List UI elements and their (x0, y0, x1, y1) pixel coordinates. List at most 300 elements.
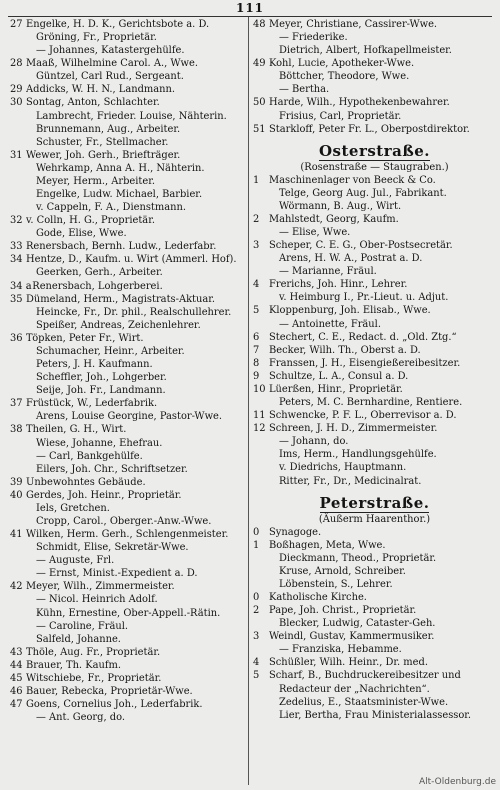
header-rule (8, 16, 492, 17)
house-number (253, 643, 269, 656)
entry-text: Addicks, W. H. N., Landmann. (26, 84, 176, 96)
entry-text: — Ernst, Minist.-Expedient a. D. (36, 568, 198, 580)
house-number: 4 (253, 279, 260, 291)
entry-text: — Johannes, Katastergehülfe. (36, 45, 185, 57)
directory-entry (253, 617, 496, 630)
directory-entry (253, 344, 496, 357)
peterstrasse-entries (253, 526, 496, 722)
entry-text: Schumacher, Heinr., Arbeiter. (36, 345, 185, 357)
entry-text: Peters, M. C. Bernhardine, Rentiere. (279, 397, 463, 409)
entry-text: Lambrecht, Frieder. Louise, Nähterin. (36, 110, 227, 122)
entry-text: Witschiebe, Fr., Proprietär. (26, 672, 162, 684)
entry-text: v. Diedrichs, Hauptmann. (279, 462, 407, 474)
page-number: 111 (235, 1, 265, 15)
house-number (253, 200, 269, 213)
house-number (10, 410, 26, 423)
entry-text: — Nicol. Heinrich Adolf. (36, 594, 158, 606)
entry-text: Telge, Georg Aug. Jul., Fabrikant. (279, 187, 447, 199)
entry-text: — Marianne, Fräul. (279, 266, 377, 278)
directory-entry (253, 709, 496, 722)
street-subtitle-peterstrasse: (Äußerm Haarenthor.) (318, 513, 431, 525)
directory-entry (253, 304, 496, 317)
house-number: 2 (253, 605, 260, 617)
house-number: 47 (10, 699, 23, 711)
directory-entry (253, 422, 496, 435)
entry-text: Meyer, Herm., Arbeiter. (36, 175, 156, 187)
entry-text: Gerdes, Joh. Heinr., Proprietär. (26, 489, 182, 501)
entry-text: — Johann, do. (279, 436, 349, 448)
street-title-text: Peterstraße. (319, 493, 430, 512)
entry-text: — Auguste, Frl. (36, 555, 115, 567)
house-number: 2 (253, 213, 260, 225)
street-title-peterstrasse (253, 494, 496, 513)
directory-entry (10, 266, 246, 279)
directory-entry (10, 358, 246, 371)
house-number (253, 265, 269, 278)
entry-text: Unbewohntes Gebäude. (26, 476, 146, 488)
house-number (10, 593, 26, 606)
directory-entry (253, 552, 496, 565)
house-number (253, 44, 269, 57)
house-number: 34 a (10, 280, 32, 292)
directory-entry (253, 239, 496, 252)
directory-entry (253, 331, 496, 344)
directory-entry (10, 620, 246, 633)
directory-entry (253, 31, 496, 44)
entry-text: — Elise, Wwe. (279, 227, 351, 239)
house-number (253, 448, 269, 461)
house-number (10, 162, 26, 175)
house-number: 5 (253, 305, 260, 317)
entry-text: Maaß, Wilhelmine Carol. A., Wwe. (26, 58, 198, 70)
right-column (253, 18, 496, 722)
entry-text: Cropp, Carol., Oberger.-Anw.-Wwe. (36, 515, 212, 527)
house-number (10, 607, 26, 620)
house-number (253, 396, 269, 409)
directory-entry (253, 409, 496, 422)
directory-entry (253, 265, 496, 278)
directory-entry (253, 539, 496, 552)
street-subtitle-osterstrasse: (Rosenstraße — Staugraben.) (300, 161, 449, 173)
entry-text: — Ant. Georg, do. (36, 712, 125, 724)
directory-entry (10, 253, 246, 266)
directory-entry (10, 476, 246, 489)
directory-entry (10, 175, 246, 188)
directory-entry (253, 630, 496, 643)
entry-text: Synagoge. (269, 526, 322, 538)
house-number (253, 552, 269, 565)
entry-text: Gröning, Fr., Proprietär. (36, 32, 157, 44)
house-number (10, 554, 26, 567)
directory-entry (10, 83, 246, 96)
house-number (10, 620, 26, 633)
entry-text: Stechert, C. E., Redact. d. „Old. Ztg.“ (269, 331, 457, 343)
entry-text: Peters, J. H. Kaufmann. (36, 359, 153, 371)
entry-text: Brunnemann, Aug., Arbeiter. (36, 123, 181, 135)
left-column (10, 18, 246, 724)
entry-text: Ritter, Fr., Dr., Medicinalrat. (279, 475, 422, 487)
directory-entry (10, 371, 246, 384)
entry-text: Theilen, G. H., Wirt. (26, 424, 127, 436)
house-number (10, 437, 26, 450)
directory-entry (253, 123, 496, 136)
directory-entry (10, 554, 246, 567)
house-number (10, 319, 26, 332)
directory-entry (10, 18, 246, 31)
directory-entry (253, 435, 496, 448)
directory-entry (10, 489, 246, 502)
entry-text: Engelke, H. D. K., Gerichtsbote a. D. (26, 19, 210, 30)
directory-entry (10, 306, 246, 319)
house-number (10, 515, 26, 528)
directory-entry (10, 201, 246, 214)
house-number (253, 709, 269, 722)
house-number (253, 187, 269, 200)
entry-text: Schuster, Fr., Stellmacher. (36, 136, 169, 148)
directory-entry (253, 669, 496, 682)
directory-entry (10, 685, 246, 698)
house-number: 30 (10, 97, 23, 109)
directory-entry (10, 580, 246, 593)
house-number: 27 (10, 19, 23, 30)
entry-text: Güntzel, Carl Rud., Sergeant. (36, 71, 184, 83)
entry-text: — Caroline, Fräul. (36, 620, 129, 632)
house-number: 31 (10, 149, 23, 161)
directory-entry (10, 44, 246, 57)
watermark: Alt-Oldenburg.de (418, 777, 496, 787)
house-number (10, 31, 26, 44)
entry-text: Geerken, Gerh., Arbeiter. (36, 267, 163, 279)
house-number: 7 (253, 344, 260, 356)
entry-text: Seije, Joh. Fr., Landmann. (36, 385, 166, 397)
house-number: 6 (253, 331, 260, 343)
directory-entry (10, 149, 246, 162)
house-number: 3 (253, 631, 260, 643)
directory-entry (253, 70, 496, 83)
house-number (253, 226, 269, 239)
entry-text: Eilers, Joh. Chr., Schriftsetzer. (36, 463, 188, 475)
entry-text: Dieckmann, Theod., Proprietär. (279, 552, 437, 564)
house-number (10, 44, 26, 57)
house-number (253, 31, 269, 44)
directory-entry (253, 696, 496, 709)
house-number: 51 (253, 123, 266, 135)
entry-text: Kloppenburg, Joh. Elisab., Wwe. (269, 305, 431, 317)
house-number: 40 (10, 489, 23, 501)
house-number (253, 291, 269, 304)
entry-text: — Friederike. (279, 32, 348, 44)
entry-text: Katholische Kirche. (269, 591, 367, 603)
entry-text: Dümeland, Herm., Magistrats-Aktuar. (26, 293, 216, 305)
entry-text: — Franziska, Hebamme. (279, 644, 402, 656)
house-number (10, 633, 26, 646)
house-number (253, 578, 269, 591)
house-number: 34 (10, 254, 23, 266)
entry-text: Wiese, Johanne, Ehefrau. (36, 437, 163, 449)
directory-entry (253, 252, 496, 265)
entry-text: Wörmann, B. Aug., Wirt. (279, 200, 402, 212)
directory-entry (10, 31, 246, 44)
column-divider (248, 17, 249, 785)
entry-text: Franssen, J. H., Eisengießereibesitzer. (269, 357, 461, 369)
entry-text: Speißer, Andreas, Zeichenlehrer. (36, 319, 201, 331)
entry-text: Pape, Joh. Christ., Proprietär. (269, 605, 417, 617)
directory-entry (10, 345, 246, 358)
house-number: 50 (253, 97, 266, 109)
directory-entry (253, 226, 496, 239)
entry-text: Scheffler, Joh., Lohgerber. (36, 372, 167, 384)
house-number (253, 565, 269, 578)
directory-entry (10, 502, 246, 515)
house-number (253, 475, 269, 488)
entry-text: Wewer, Joh. Gerh., Briefträger. (26, 149, 181, 161)
entry-text: Mahlstedt, Georg, Kaufm. (269, 213, 399, 225)
directory-entry (253, 591, 496, 604)
house-number (10, 567, 26, 580)
directory-entry (253, 200, 496, 213)
entry-text: Schultze, L. A., Consul a. D. (269, 370, 409, 382)
directory-entry (253, 370, 496, 383)
entry-text: Scharf, B., Buchdruckereibesitzer und (269, 670, 461, 682)
house-number (10, 123, 26, 136)
entry-text: Heincke, Fr., Dr. phil., Realschullehrer. (36, 306, 232, 318)
house-number: 41 (10, 529, 23, 541)
directory-entry (10, 227, 246, 240)
directory-entry (253, 96, 496, 109)
directory-entry (253, 174, 496, 187)
entry-text: Ims, Herm., Handlungsgehülfe. (279, 449, 437, 461)
house-number (10, 358, 26, 371)
directory-entry (10, 240, 246, 253)
house-number (253, 70, 269, 83)
entry-text: Goens, Cornelius Joh., Lederfabrik. (26, 699, 203, 711)
directory-entry (253, 396, 496, 409)
directory-entry (10, 293, 246, 306)
directory-entry (10, 110, 246, 123)
entry-text: Lier, Bertha, Frau Ministerialassessor. (279, 709, 472, 721)
house-number: 42 (10, 581, 23, 593)
directory-entry (253, 110, 496, 123)
house-number (253, 252, 269, 265)
house-number (253, 435, 269, 448)
directory-entry (253, 291, 496, 304)
directory-entry (10, 136, 246, 149)
house-number (10, 450, 26, 463)
directory-entry (10, 96, 246, 109)
entry-text: Bauer, Rebecka, Proprietär-Wwe. (26, 685, 193, 697)
house-number (253, 318, 269, 331)
entry-text: v. Cappeln, F. A., Dienstmann. (36, 202, 186, 214)
directory-entry (10, 280, 246, 293)
entry-text: Meyer, Christiane, Cassirer-Wwe. (269, 19, 438, 30)
directory-entry (253, 565, 496, 578)
house-number (10, 371, 26, 384)
directory-entry (10, 567, 246, 580)
entry-text: Gode, Elise, Wwe. (36, 228, 127, 240)
house-number: 35 (10, 293, 23, 305)
entry-text: Arens, H. W. A., Postrat a. D. (279, 253, 423, 265)
directory-entry (10, 463, 246, 476)
directory-entry (10, 162, 246, 175)
directory-entry (253, 383, 496, 396)
house-number (10, 345, 26, 358)
entry-text: Sontag, Anton, Schlachter. (26, 97, 160, 109)
house-number: 4 (253, 657, 260, 669)
entry-text: Starkloff, Peter Fr. L., Oberpostdirektor. (269, 123, 470, 135)
directory-entry (10, 410, 246, 423)
directory-entry (10, 384, 246, 397)
directory-entry (253, 604, 496, 617)
entry-text: Schüßler, Wilh. Heinr., Dr. med. (269, 657, 428, 669)
house-number (253, 696, 269, 709)
entry-text: . Renersbach, Lohgerberei. (26, 280, 163, 292)
house-number (253, 683, 269, 696)
entry-text: Kruse, Arnold, Schreiber. (279, 565, 406, 577)
entry-text: Kühn, Ernestine, Ober-Appell.-Rätin. (36, 607, 221, 619)
entry-text: Wilken, Herm. Gerh., Schlengenmeister. (26, 529, 229, 541)
directory-entry (10, 123, 246, 136)
entry-text: Harde, Wilh., Hypothekenbewahrer. (269, 97, 450, 109)
directory-entry (253, 83, 496, 96)
entry-text: — Carl, Bankgehülfe. (36, 450, 143, 462)
house-number: 49 (253, 58, 266, 70)
directory-entry (253, 526, 496, 539)
entry-text: Becker, Wilh. Th., Oberst a. D. (269, 344, 421, 356)
directory-entry (10, 672, 246, 685)
house-number: 1 (253, 539, 260, 551)
house-number (10, 463, 26, 476)
entry-text: Boßhagen, Meta, Wwe. (269, 539, 386, 551)
house-number: 0 (253, 591, 260, 603)
house-number (10, 136, 26, 149)
house-number (253, 461, 269, 474)
house-number (10, 227, 26, 240)
directory-entry (10, 214, 246, 227)
entry-text: Kohl, Lucie, Apotheker-Wwe. (269, 58, 415, 70)
house-number: 46 (10, 685, 23, 697)
entry-text: Lüerßen, Hinr., Proprietär. (269, 383, 403, 395)
directory-entry (253, 656, 496, 669)
directory-entry (253, 683, 496, 696)
house-number: 11 (253, 410, 266, 422)
house-number: 38 (10, 424, 23, 436)
entry-text: Schreen, J. H. D., Zimmermeister. (269, 423, 438, 435)
entry-text: — Antoinette, Fräul. (279, 318, 381, 330)
directory-entry (10, 397, 246, 410)
entry-text: Renersbach, Bernh. Ludw., Lederfabr. (26, 241, 217, 253)
house-number (10, 502, 26, 515)
entry-text: Zedelius, E., Staatsminister-Wwe. (279, 696, 449, 708)
directory-entry (253, 278, 496, 291)
entry-text: Böttcher, Theodore, Wwe. (279, 71, 410, 83)
house-number (253, 617, 269, 630)
directory-entry (10, 646, 246, 659)
entry-text: Wehrkamp, Anna A. H., Nähterin. (36, 162, 205, 174)
entry-text: Engelke, Ludw. Michael, Barbier. (36, 189, 203, 201)
house-number: 37 (10, 398, 23, 410)
house-number (253, 83, 269, 96)
house-number: 36 (10, 332, 23, 344)
house-number: 44 (10, 659, 23, 671)
directory-entry (10, 437, 246, 450)
directory-entry (253, 448, 496, 461)
house-number: 9 (253, 370, 260, 382)
house-number (10, 306, 26, 319)
house-number: 43 (10, 646, 23, 658)
house-number (10, 266, 26, 279)
entry-text: v. Heimburg I., Pr.-Lieut. u. Adjut. (279, 292, 449, 304)
entry-text: Blecker, Ludwig, Cataster-Geh. (279, 618, 436, 630)
house-number (253, 110, 269, 123)
directory-entry (10, 607, 246, 620)
directory-entry (253, 461, 496, 474)
entry-text: Löbenstein, S., Lehrer. (279, 578, 393, 590)
directory-entry (253, 213, 496, 226)
directory-entry (10, 332, 246, 345)
house-number: 32 (10, 215, 23, 227)
directory-entry (10, 188, 246, 201)
house-number: 8 (253, 357, 260, 369)
house-number: 0 (253, 526, 260, 538)
entry-text: Dietrich, Albert, Hofkapellmeister. (279, 45, 452, 57)
house-number: 48 (253, 19, 266, 30)
directory-entry (10, 698, 246, 711)
house-number: 29 (10, 84, 23, 96)
house-number: 39 (10, 476, 23, 488)
directory-entry (253, 475, 496, 488)
directory-entry (253, 578, 496, 591)
entry-text: Salfeld, Johanne. (36, 633, 121, 645)
house-number (10, 70, 26, 83)
directory-entry (10, 659, 246, 672)
directory-entry (10, 70, 246, 83)
osterstrasse-entries (253, 174, 496, 488)
house-number: 33 (10, 241, 23, 253)
right-top-entries (253, 18, 496, 136)
entry-text: Brauer, Th. Kaufm. (26, 659, 121, 671)
directory-entry (253, 44, 496, 57)
house-number: 12 (253, 423, 266, 435)
directory-entry (10, 633, 246, 646)
directory-entry (10, 319, 246, 332)
house-number (10, 188, 26, 201)
directory-entry (10, 57, 246, 70)
house-number: 10 (253, 383, 266, 395)
entry-text: Arens, Louise Georgine, Pastor-Wwe. (36, 411, 223, 423)
house-number: 1 (253, 174, 260, 186)
entry-text: v. Colln, H. G., Proprietär. (26, 215, 155, 227)
house-number: 5 (253, 670, 260, 682)
house-number (10, 175, 26, 188)
directory-entry (10, 711, 246, 724)
house-number: 45 (10, 672, 23, 684)
directory-entry (253, 57, 496, 70)
entry-text: Frerichs, Joh. Hinr., Lehrer. (269, 279, 408, 291)
house-number (10, 711, 26, 724)
directory-entry (10, 515, 246, 528)
entry-text: Meyer, Wilh., Zimmermeister. (26, 581, 175, 593)
directory-entry (253, 643, 496, 656)
house-number: 28 (10, 58, 23, 70)
entry-text: Maschinenlager von Beeck & Co. (269, 174, 436, 186)
entry-text: Schmidt, Elise, Sekretär-Wwe. (36, 542, 189, 554)
street-title-text: Osterstraße. (318, 141, 431, 160)
entry-text: Frisius, Carl, Proprietär. (279, 110, 402, 122)
entry-text: — Bertha. (279, 84, 330, 96)
directory-entry (253, 18, 496, 31)
directory-entry (10, 528, 246, 541)
entry-text: Thöle, Aug. Fr., Proprietär. (26, 646, 161, 658)
